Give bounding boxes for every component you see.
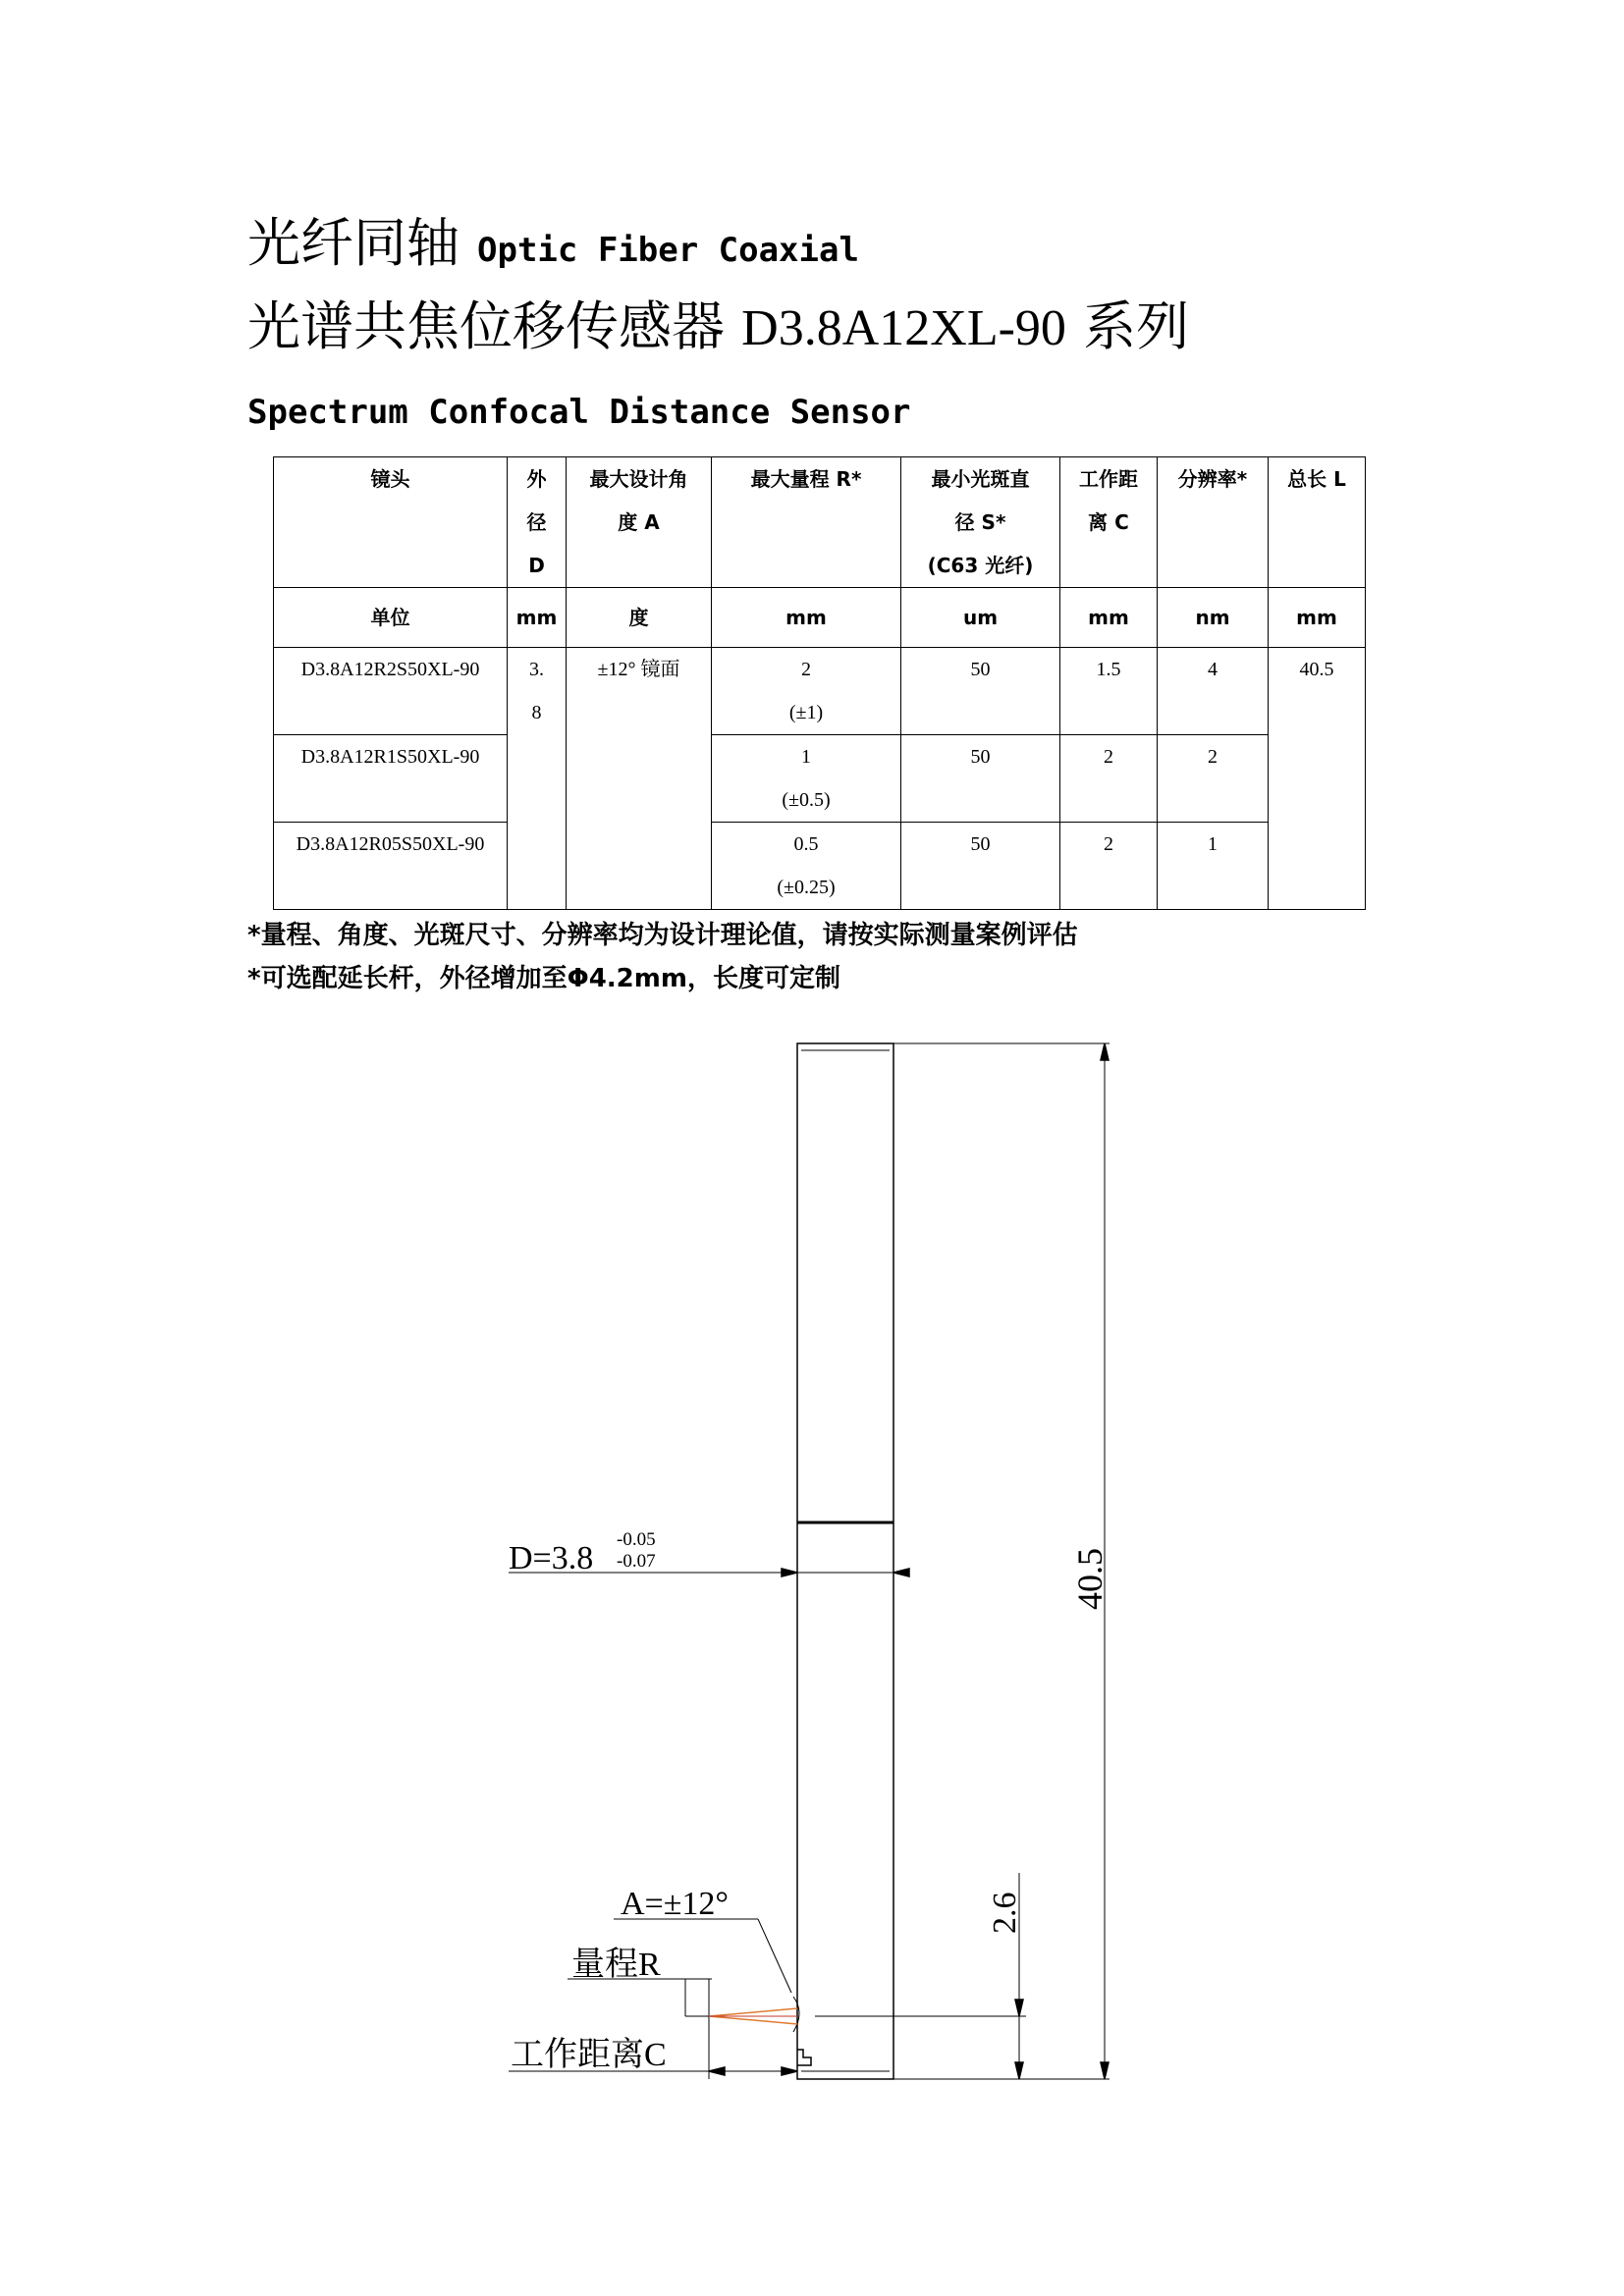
arrow-right-icon bbox=[782, 1569, 797, 1576]
length-cell: 40.5 bbox=[1269, 648, 1366, 910]
res-cell: 2 bbox=[1158, 735, 1269, 823]
probe-tip-window bbox=[797, 2050, 811, 2065]
range-label: 量程R bbox=[571, 1947, 661, 1983]
tolerance-lower: -0.07 bbox=[617, 1551, 656, 1572]
header-length: 总长 L bbox=[1269, 457, 1366, 588]
unit-range: mm bbox=[712, 588, 901, 648]
angle-leader-slope bbox=[758, 1919, 791, 1993]
probe-body bbox=[797, 1043, 893, 2079]
model-cell: D3.8A12R1S50XL-90 bbox=[274, 735, 508, 823]
light-beam bbox=[709, 2008, 797, 2024]
arrow-down-icon bbox=[1015, 2062, 1023, 2079]
range-cell: 2 (±1) bbox=[712, 648, 901, 735]
tolerance-upper: -0.05 bbox=[617, 1529, 656, 1550]
wd-cell: 2 bbox=[1060, 735, 1158, 823]
note-2: *可选配延长杆，外径增加至Φ4.2mm，长度可定制 bbox=[247, 964, 840, 993]
title-en-1: Optic Fiber Coaxial bbox=[477, 231, 859, 270]
header-lens: 镜头 bbox=[274, 457, 508, 588]
header-resolution: 分辨率* bbox=[1158, 457, 1269, 588]
title-en-2: Spectrum Confocal Distance Sensor bbox=[247, 393, 911, 432]
model-cell: D3.8A12R05S50XL-90 bbox=[274, 823, 508, 910]
note-1: *量程、角度、光斑尺寸、分辨率均为设计理论值，请按实际测量案例评估 bbox=[247, 921, 1078, 950]
range-cell: 1 (±0.5) bbox=[712, 735, 901, 823]
unit-label: 单位 bbox=[274, 588, 508, 648]
unit-res: nm bbox=[1158, 588, 1269, 648]
model-cell: D3.8A12R2S50XL-90 bbox=[274, 648, 508, 735]
unit-len: mm bbox=[1269, 588, 1366, 648]
working-distance-label: 工作距离C bbox=[511, 2037, 667, 2073]
tip-length-label: 2.6 bbox=[987, 1892, 1023, 1934]
unit-od: mm bbox=[508, 588, 567, 648]
res-cell: 4 bbox=[1158, 648, 1269, 735]
spot-cell: 50 bbox=[901, 823, 1060, 910]
header-working-distance: 工作距 离 C bbox=[1060, 457, 1158, 588]
header-range: 最大量程 R* bbox=[712, 457, 901, 588]
header-spot: 最小光斑直 径 S* (C63 光纤) bbox=[901, 457, 1060, 588]
wd-cell: 1.5 bbox=[1060, 648, 1158, 735]
wd-cell: 2 bbox=[1060, 823, 1158, 910]
angle-arc bbox=[793, 1997, 799, 2032]
spot-cell: 50 bbox=[901, 648, 1060, 735]
arrow-down-icon bbox=[1015, 2000, 1023, 2016]
arrow-right-icon bbox=[782, 2067, 797, 2075]
range-cell: 0.5 (±0.25) bbox=[712, 823, 901, 910]
title-cn-1: 光纤同轴 bbox=[247, 212, 460, 274]
unit-wd: mm bbox=[1060, 588, 1158, 648]
arrow-down-icon bbox=[1101, 2062, 1109, 2079]
od-cell: 3. 8 bbox=[508, 648, 567, 910]
arrow-left-icon bbox=[709, 2067, 725, 2075]
angle-label: A=±12° bbox=[621, 1886, 729, 1922]
header-angle: 最大设计角 度 A bbox=[567, 457, 712, 588]
length-label: 40.5 bbox=[1070, 1548, 1110, 1610]
unit-spot: um bbox=[901, 588, 1060, 648]
angle-cell: ±12° 镜面 bbox=[567, 648, 712, 910]
res-cell: 1 bbox=[1158, 823, 1269, 910]
title-suffix: 系列 bbox=[1083, 295, 1190, 357]
title-cn-2: 光谱共焦位移传感器 bbox=[247, 295, 725, 357]
arrow-up-icon bbox=[1101, 1043, 1109, 1060]
spot-cell: 50 bbox=[901, 735, 1060, 823]
header-od: 外 径 D bbox=[508, 457, 567, 588]
diameter-label: D=3.8 bbox=[509, 1540, 594, 1576]
arrow-left-icon bbox=[893, 1569, 909, 1576]
unit-angle: 度 bbox=[567, 588, 712, 648]
title-model: D3.8A12XL-90 bbox=[741, 300, 1066, 356]
